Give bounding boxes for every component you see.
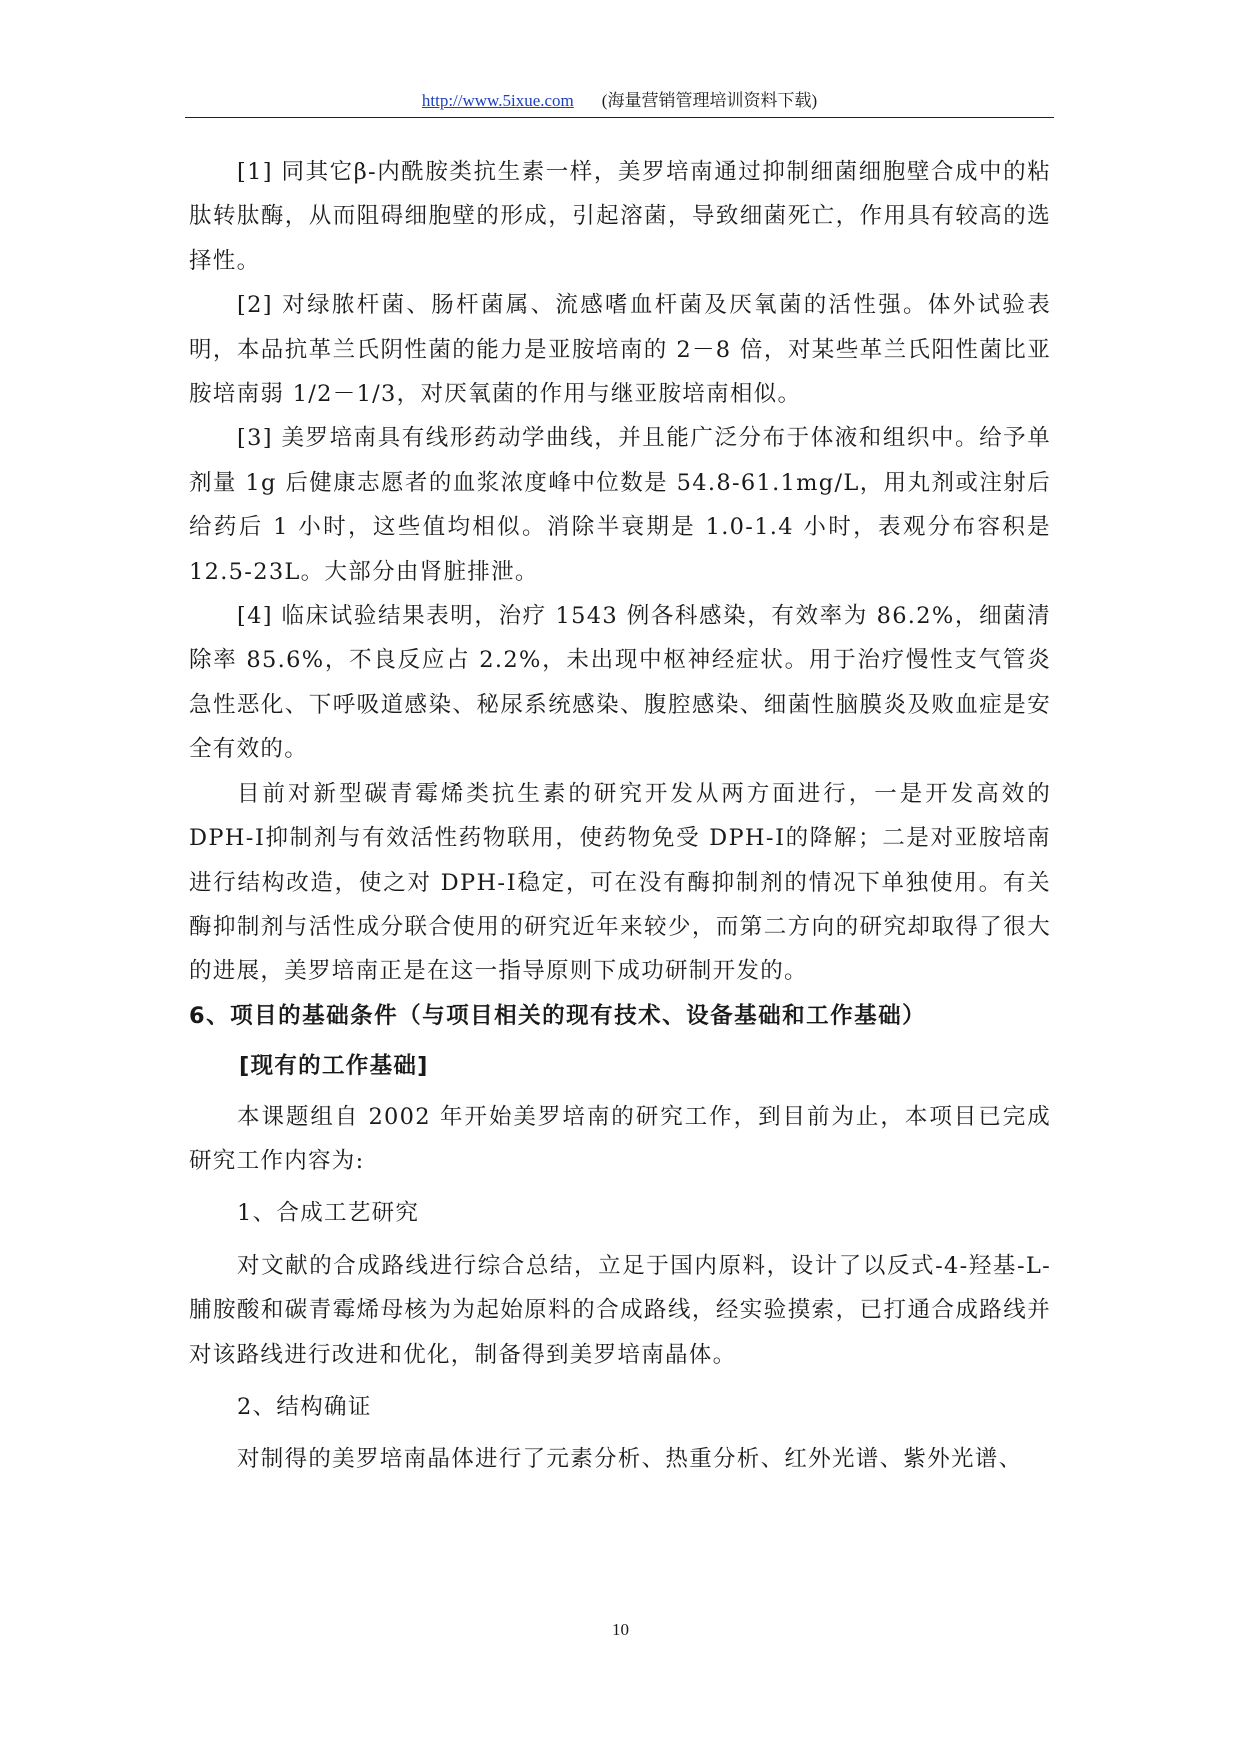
header-note: (海量营销管理培训资料下载) [601, 91, 818, 110]
body-text [189, 150, 1051, 1482]
paragraph-1: [1] 同其它β-内酰胺类抗生素一样，美罗培南通过抑制细菌细胞壁合成中的粘肽转肽酶，从而阻碍细胞壁的形成，引起溶菌，导致细菌死亡，作用具有较高的选择性。 [189, 159, 1051, 274]
item-2-text: 对制得的美罗培南晶体进行了元素分析、热重分析、红外光谱、紫外光谱、 [237, 1446, 1023, 1473]
header-divider [185, 117, 1054, 118]
item-2-title: 2、结构确证 [237, 1393, 372, 1420]
item-1-text: 对文献的合成路线进行综合总结，立足于国内原料，设计了以反式-4-羟基-L-脯胺酸和碳青霉烯母核为为起始原料的合成路线，经实验摸索，已打通合成路线并对该路线进行改进和优化，制备得到美罗培南晶体。 [189, 1252, 1051, 1368]
subsection-heading: [现有的工作基础] [239, 1053, 429, 1080]
paragraph-5: 目前对新型碳青霉烯类抗生素的研究开发从两方面进行，一是开发高效的 DPH-Ⅰ抑制剂与有效活性药物联用，使药物免受 DPH-Ⅰ的降解；二是对亚胺培南进行结构改造，使之对 DPH-Ⅰ稳定，可在没有酶抑制剂的情况下单独使用。有关酶抑制剂与活性成分联合使用的研究近年来较少，而第二方向的研究却取得了很大的进展，美罗培南正是在这一指导原则下成功研制开发的。 [189, 780, 1051, 985]
paragraph-2: [2] 对绿脓杆菌、肠杆菌属、流感嗜血杆菌及厌氧菌的活性强。体外试验表明，本品抗革兰氏阴性菌的能力是亚胺培南的 2－8 倍，对某些革兰氏阳性菌比亚胺培南弱 1/2－1/3，对厌氧菌的作用与继亚胺培南相似。 [189, 292, 1051, 408]
page-number: 10 [612, 1620, 629, 1639]
section-heading: 6、项目的基础条件（与项目相关的现有技术、设备基础和工作基础） [189, 1002, 927, 1029]
intro-paragraph: 本课题组自 2002 年开始美罗培南的研究工作，到目前为止，本项目已完成研究工作内容为: [189, 1103, 1051, 1174]
page-header [185, 86, 1054, 118]
item-1-title: 1、合成工艺研究 [237, 1200, 420, 1227]
paragraph-3: [3] 美罗培南具有线形药动学曲线，并且能广泛分布于体液和组织中。给予单剂量 1g 后健康志愿者的血浆浓度峰中位数是 54.8-61.1mg/L，用丸剂或注射后给药后 1 小时，这些值均相似。消除半衰期是 1.0-1.4 小时，表观分布容积是12.5-23L。大部分由肾脏排泄。 [189, 425, 1051, 585]
header-link[interactable]: http://www.5ixue.com [421, 91, 574, 110]
paragraph-4: [4] 临床试验结果表明，治疗 1543 例各科感染，有效率为 86.2%，细菌清除率 85.6%，不良反应占 2.2%，未出现中枢神经症状。用于治疗慢性支气管炎急性恶化、下呼吸道感染、秘尿系统感染、腹腔感染、细菌性脑膜炎及败血症是安全有效的。 [189, 603, 1051, 763]
